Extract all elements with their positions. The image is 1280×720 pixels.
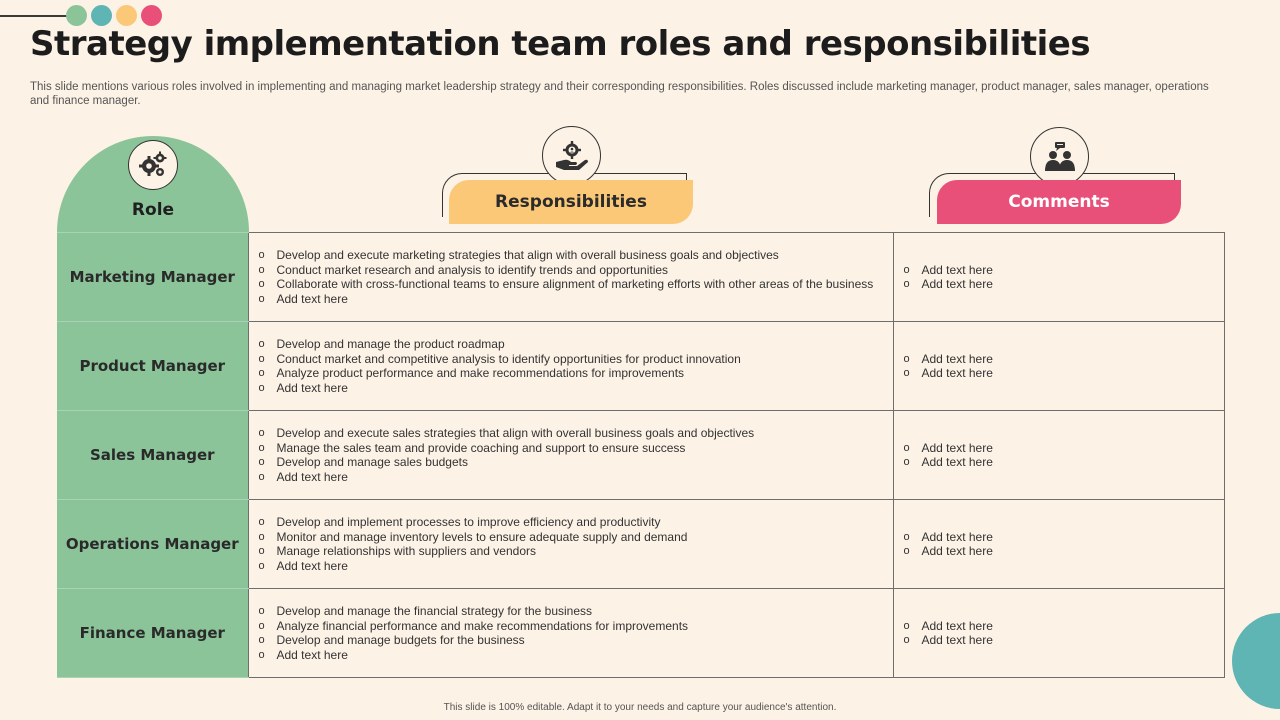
list-item-text: Conduct market and competitive analysis to identify opportunities for product innovation [276,351,741,366]
list-item [257,648,893,663]
decor-dot [66,5,87,26]
comments-cell-list [902,530,1225,559]
hand-gear-people-icon [542,126,601,185]
list-item [257,366,893,381]
list-item-text: Add text here [276,469,348,484]
list-item-text: Add text here [921,618,993,633]
list-item [902,619,1225,634]
list-item [902,441,1225,456]
list-item [257,470,893,485]
list-item-text: Add text here [921,544,993,558]
bullet-icon: o [258,263,265,276]
list-item-text: Analyze financial performance and make recommendations for improvements [276,618,689,633]
list-item [257,559,893,574]
responsibilities-cell [248,589,893,678]
table-row [57,500,1225,589]
bullet-icon: o [258,338,265,350]
list-item [257,455,893,470]
list-item [902,633,1225,648]
comments-cell-list [902,441,1225,470]
bullet-icon: o [258,605,265,617]
list-item [257,619,893,634]
list-item-text: Add text here [276,291,348,306]
decor-line [0,15,70,17]
list-item [257,426,893,441]
bullet-icon: o [258,530,265,543]
bullet-icon: o [903,545,910,557]
list-item-text: Develop and manage the financial strategy for the business [276,604,593,618]
list-item-text: Develop and execute marketing strategies that align with overall business goals and objectives [276,248,779,262]
list-item-text: Add text here [276,558,348,573]
decor-dot [141,5,162,26]
comments-cell [893,411,1225,500]
list-item-text: Add text here [921,455,993,469]
bullet-icon: o [903,441,910,454]
list-item-text: Analyze product performance and make recommendations for improvements [276,366,685,380]
gears-icon [128,140,178,190]
team-chat-icon [1030,127,1089,186]
comments-cell-list [902,263,1225,292]
list-item-text: Add text here [921,529,993,544]
list-item [902,277,1225,292]
list-item-text: Add text here [921,351,993,366]
list-item-text: Manage the sales team and provide coaching and support to ensure success [276,440,686,455]
bullet-icon: o [258,634,265,646]
bullet-icon: o [258,559,265,572]
list-item-text: Add text here [276,380,348,395]
bullet-icon: o [903,367,910,379]
responsibilities-column-header: Responsibilities [449,180,693,224]
responsibilities-cell [248,411,893,500]
list-item [257,263,893,278]
list-item-text: Conduct market research and analysis to identify trends and opportunities [276,262,669,277]
role-column-header: Role [131,200,175,220]
bullet-icon: o [903,278,910,290]
list-item-text: Develop and implement processes to improve efficiency and productivity [276,515,661,529]
list-item-text: Add text here [921,440,993,455]
role-cell: Finance Manager [57,589,248,678]
bullet-icon: o [903,352,910,365]
bullet-icon: o [258,278,265,290]
list-item-text: Add text here [276,647,348,662]
footer-note: This slide is 100% editable. Adapt it to your needs and capture your audience's attention. [443,702,837,713]
list-item [257,292,893,307]
list-item [257,515,893,530]
responsibilities-cell-list [257,604,893,662]
bullet-icon: o [258,352,265,365]
comments-cell-list [902,352,1225,381]
table-row [57,589,1225,678]
list-item-text: Manage relationships with suppliers and vendors [276,544,536,558]
bullet-icon: o [258,249,265,261]
list-item [902,352,1225,367]
bullet-icon: o [258,619,265,632]
list-item [902,455,1225,470]
list-item [257,381,893,396]
bullet-icon: o [258,456,265,468]
list-item [902,530,1225,545]
list-item [257,248,893,263]
bullet-icon: o [258,441,265,454]
comments-cell [893,233,1225,322]
list-item-text: Add text here [921,366,993,380]
comments-cell [893,589,1225,678]
decor-corner-circle [1232,613,1280,709]
roles-table [57,232,1225,678]
responsibilities-cell [248,322,893,411]
decor-dots [66,5,162,26]
list-item [257,633,893,648]
responsibilities-cell [248,233,893,322]
list-item [257,544,893,559]
list-item [902,544,1225,559]
list-item-text: Develop and execute sales strategies that align with overall business goals and objectives [276,426,755,440]
list-item-text: Develop and manage the product roadmap [276,337,505,351]
bullet-icon: o [258,292,265,305]
responsibilities-cell [248,500,893,589]
list-item [257,352,893,367]
table-row [57,322,1225,411]
responsibilities-cell-list [257,426,893,484]
page-subtitle: This slide mentions various roles involved in implementing and managing market leadership strategy and their corresponding responsibilities. Roles discussed include marketing manager, product manager, sales manager, operations and finance manager. [30,81,1209,107]
decor-dot [116,5,137,26]
list-item-text: Monitor and manage inventory levels to ensure adequate supply and demand [276,529,688,544]
role-cell: Operations Manager [57,500,248,589]
bullet-icon: o [903,263,910,276]
responsibilities-cell-list [257,515,893,573]
bullet-icon: o [903,456,910,468]
bullet-icon: o [258,470,265,483]
bullet-icon: o [903,530,910,543]
list-item [902,263,1225,278]
list-item-text: Develop and manage sales budgets [276,455,468,469]
list-item [902,366,1225,381]
table-row [57,233,1225,322]
role-cell: Product Manager [57,322,248,411]
bullet-icon: o [258,516,265,528]
bullet-icon: o [903,634,910,646]
page-title: Strategy implementation team roles and responsibilities [30,24,1091,64]
list-item [257,441,893,456]
bullet-icon: o [258,381,265,394]
comments-cell [893,322,1225,411]
list-item-text: Add text here [921,262,993,277]
bullet-icon: o [258,427,265,439]
list-item-text: Add text here [921,633,993,647]
list-item-text: Develop and manage budgets for the business [276,633,525,647]
list-item-text: Add text here [921,277,993,291]
role-cell: Marketing Manager [57,233,248,322]
comments-cell-list [902,619,1225,648]
list-item [257,277,893,292]
responsibilities-cell-list [257,248,893,306]
list-item-text: Collaborate with cross-functional teams to ensure alignment of marketing efforts with other areas of the business [276,277,874,291]
list-item [257,604,893,619]
bullet-icon: o [258,367,265,379]
comments-cell [893,500,1225,589]
comments-column-header: Comments [937,180,1181,224]
role-cell: Sales Manager [57,411,248,500]
table-row [57,411,1225,500]
role-header-arch [57,136,249,233]
bullet-icon: o [258,545,265,557]
decor-dot [91,5,112,26]
bullet-icon: o [903,619,910,632]
list-item [257,337,893,352]
bullet-icon: o [258,648,265,661]
list-item [257,530,893,545]
responsibilities-cell-list [257,337,893,395]
